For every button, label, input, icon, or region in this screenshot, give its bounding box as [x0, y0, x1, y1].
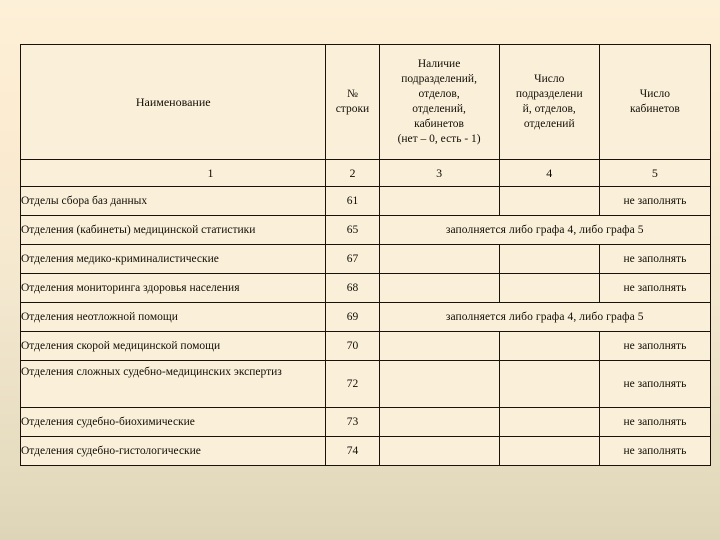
header-count-units-line3: й, отделов, — [522, 103, 576, 115]
cell-count-rooms-note: не заполнять — [599, 245, 710, 274]
table-row — [21, 245, 711, 274]
cell-row-number: 73 — [326, 408, 379, 437]
header-cell-row-number — [326, 45, 379, 160]
cell-row-number: 67 — [326, 245, 379, 274]
header-name-text: Наименование — [135, 94, 211, 109]
cell-name: Отделения сложных судебно-медицинских экспертиз — [21, 361, 326, 408]
header-cell-presence — [379, 45, 499, 160]
cell-presence-value[interactable] — [379, 245, 499, 274]
table-row — [21, 408, 711, 437]
cell-count-rooms-note: не заполнять — [599, 187, 710, 216]
header-cell-count-rooms — [599, 45, 710, 160]
cell-count-units-value[interactable] — [499, 187, 599, 216]
header-presence-line4: отделений, — [412, 103, 466, 115]
cell-name: Отделы сбора баз данных — [21, 187, 326, 216]
header-cell-count-units — [499, 45, 599, 160]
cell-count-rooms-note: не заполнять — [599, 408, 710, 437]
cell-count-units-value[interactable] — [499, 274, 599, 303]
cell-count-units-value[interactable] — [499, 332, 599, 361]
header-presence-line1: Наличие — [417, 58, 461, 70]
cell-presence-value[interactable] — [379, 361, 499, 408]
cell-either-column-note: заполняется либо графа 4, либо графа 5 — [379, 216, 711, 245]
header-count-units-line4: отделений — [523, 118, 575, 130]
column-number-row — [21, 160, 711, 187]
cell-name: Отделения (кабинеты) медицинской статистики — [21, 216, 326, 245]
header-row-number-line1: № — [346, 88, 358, 100]
column-number-1: 1 — [21, 160, 326, 187]
header-count-units-line1: Число — [534, 73, 565, 85]
cell-row-number: 68 — [326, 274, 379, 303]
cell-row-number: 69 — [326, 303, 379, 332]
header-presence-line3: отделов, — [418, 88, 460, 100]
cell-name: Отделения судебно-гистологические — [21, 437, 326, 466]
header-presence-line6: (нет – 0, есть - 1) — [397, 133, 481, 145]
cell-row-number: 72 — [326, 361, 379, 408]
cell-count-rooms-note: не заполнять — [599, 437, 710, 466]
header-cell-name — [21, 45, 326, 160]
cell-count-units-value[interactable] — [499, 245, 599, 274]
table-row — [21, 274, 711, 303]
cell-name: Отделения мониторинга здоровья населения — [21, 274, 326, 303]
table-row — [21, 332, 711, 361]
column-number-2: 2 — [326, 160, 379, 187]
header-count-rooms-line2: кабинетов — [629, 103, 680, 115]
column-number-5: 5 — [599, 160, 710, 187]
cell-presence-value[interactable] — [379, 187, 499, 216]
table-container — [20, 44, 711, 466]
column-number-3: 3 — [379, 160, 499, 187]
table-row — [21, 303, 711, 332]
cell-either-column-note: заполняется либо графа 4, либо графа 5 — [379, 303, 711, 332]
cell-presence-value[interactable] — [379, 332, 499, 361]
cell-name: Отделения скорой медицинской помощи — [21, 332, 326, 361]
header-count-rooms-line1: Число — [639, 88, 671, 100]
cell-presence-value[interactable] — [379, 437, 499, 466]
table-row — [21, 437, 711, 466]
table-header-row — [21, 45, 711, 160]
department-presence-table — [20, 44, 711, 466]
cell-name: Отделения неотложной помощи — [21, 303, 326, 332]
cell-count-rooms-note: не заполнять — [599, 274, 710, 303]
table-body — [21, 45, 711, 466]
table-row — [21, 216, 711, 245]
header-presence-line2: подразделений, — [401, 73, 477, 85]
cell-row-number: 61 — [326, 187, 379, 216]
cell-row-number: 70 — [326, 332, 379, 361]
cell-count-rooms-note: не заполнять — [599, 332, 710, 361]
cell-presence-value[interactable] — [379, 274, 499, 303]
cell-row-number: 74 — [326, 437, 379, 466]
cell-row-number: 65 — [326, 216, 379, 245]
table-row — [21, 187, 711, 216]
header-presence-line5: кабинетов — [414, 118, 464, 130]
cell-count-rooms-note: не заполнять — [599, 361, 710, 408]
table-row — [21, 361, 711, 408]
header-row-number-line2: строки — [335, 103, 370, 115]
cell-presence-value[interactable] — [379, 408, 499, 437]
cell-count-units-value[interactable] — [499, 408, 599, 437]
cell-count-units-value[interactable] — [499, 437, 599, 466]
header-count-units-line2: подразделени — [515, 88, 583, 100]
column-number-4: 4 — [499, 160, 599, 187]
cell-name: Отделения судебно-биохимические — [21, 408, 326, 437]
cell-name: Отделения медико-криминалистические — [21, 245, 326, 274]
cell-count-units-value[interactable] — [499, 361, 599, 408]
